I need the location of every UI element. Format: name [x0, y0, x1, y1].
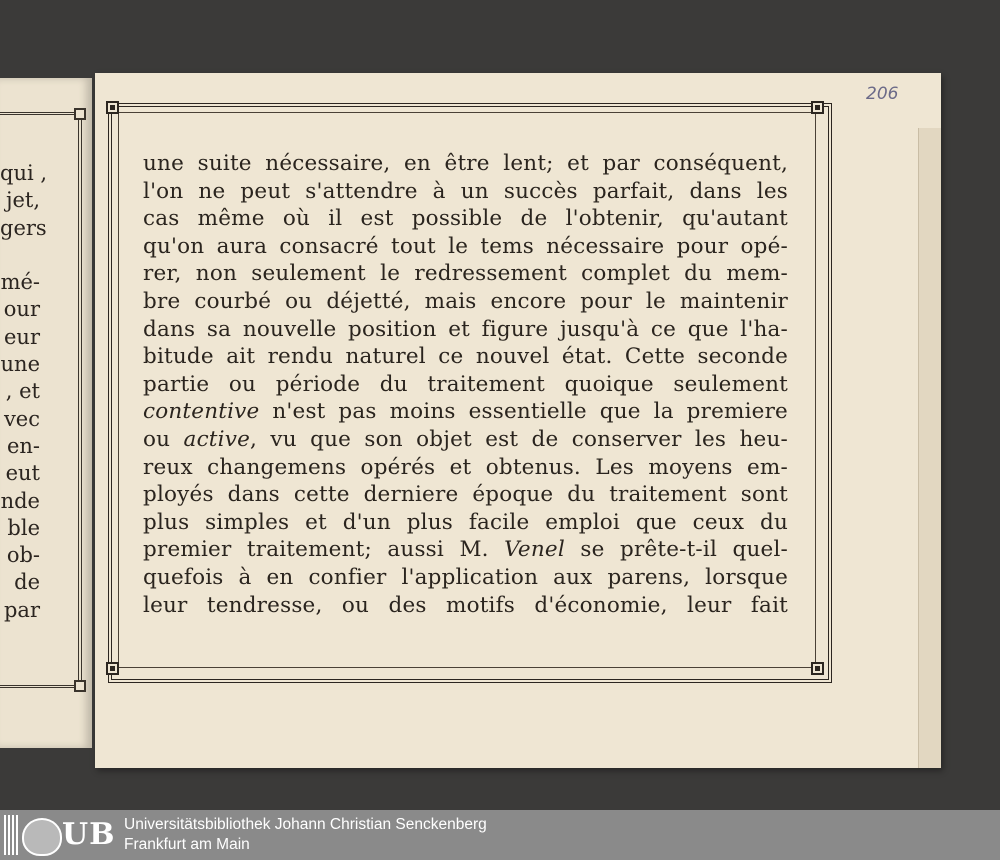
left-page-fragment: mé- — [0, 270, 40, 295]
text-line: ployés dans cette derniere époque du traitement sont — [143, 482, 788, 508]
footer-institution — [124, 815, 487, 855]
left-page-text — [0, 160, 48, 624]
left-frame-corner-bottom — [74, 680, 86, 692]
italic-word: active — [183, 426, 250, 452]
footer-line-1: Universitätsbibliothek Johann Christian Senckenberg — [124, 816, 487, 833]
text-line: rer, non seulement le redressement complet du mem- — [143, 261, 788, 287]
portrait-icon — [22, 818, 62, 856]
text-line — [143, 426, 788, 454]
text-line: leur tendresse, ou des motifs d'économie, leur fait — [143, 592, 788, 618]
left-page-fragment: jet, — [5, 188, 40, 213]
left-page-fragment: our — [3, 297, 40, 322]
text-fragment: , vu que son objet est de conserver les heu- — [250, 426, 788, 452]
text-fragment: premier traitement; aussi M. — [143, 537, 489, 563]
text-fragment: n'est pas moins essentielle que la premiere — [272, 399, 788, 425]
text-line: quefois à en confier l'application aux parens, lorsque — [143, 564, 788, 590]
text-line: cas même où il est possible de l'obtenir, qu'autant — [143, 206, 788, 232]
left-page-fragment: nde — [0, 488, 40, 513]
left-frame-corner-top — [74, 108, 86, 120]
left-page-fragment: par — [3, 597, 40, 622]
left-page-fragment: , et — [5, 379, 40, 404]
text-line: une suite nécessaire, en être lent; et par conséquent, — [143, 151, 788, 176]
text-fragment: se prête-t-il quel- — [580, 537, 788, 563]
text-line: qu'on aura consacré tout le tems nécessaire pour opé- — [143, 233, 788, 259]
left-page-fragment: en- — [6, 433, 40, 458]
logo-stripes-icon — [4, 815, 18, 855]
footer-line-2: Frankfurt am Main — [124, 836, 250, 853]
text-line: plus simples et d'un plus facile emploi que ceux du — [143, 509, 788, 535]
left-page-fragment: eur — [4, 324, 40, 349]
left-page-fragment: eut — [5, 461, 40, 486]
page-edge — [918, 128, 941, 768]
text-line — [143, 398, 788, 426]
left-page-fragment: qui , — [0, 161, 48, 185]
text-line: bitude ait rendu naturel ce nouvel état. Cette seconde — [143, 344, 788, 370]
text-fragment: ou — [143, 426, 171, 452]
left-page-fragment: ble — [7, 515, 40, 540]
text-line: reux changemens opérés et obtenus. Les moyens em- — [143, 454, 788, 480]
left-page-fragment: une — [0, 352, 40, 377]
text-line: bre courbé ou déjetté, mais encore pour le maintenir — [143, 288, 788, 314]
left-page-fragment: gers — [0, 215, 47, 240]
text-line: partie ou période du traitement quoique seulement — [143, 371, 788, 397]
text-line: l'on ne peut s'attendre à un succès parfait, dans les — [143, 178, 788, 204]
frame-corner-top-right — [811, 101, 824, 114]
left-page-fragment: vec — [3, 406, 40, 431]
italic-word: contentive — [143, 399, 260, 425]
left-page-fragment: de — [14, 570, 40, 595]
left-page-fragment: ob- — [6, 543, 40, 568]
italic-word: Venel — [504, 537, 565, 563]
folio-number: 206 — [866, 84, 899, 104]
library-logo[interactable] — [4, 815, 116, 855]
left-page-fragment — [0, 242, 40, 269]
frame-corner-bottom-right — [811, 662, 824, 675]
frame-corner-top-left — [106, 101, 119, 114]
text-line: dans sa nouvelle position et figure jusqu'à ce que l'ha- — [143, 316, 788, 342]
text-line — [143, 536, 788, 564]
frame-corner-bottom-left — [106, 662, 119, 675]
left-page — [0, 78, 92, 748]
body-text — [143, 150, 788, 619]
logo-text: UB — [62, 817, 116, 852]
